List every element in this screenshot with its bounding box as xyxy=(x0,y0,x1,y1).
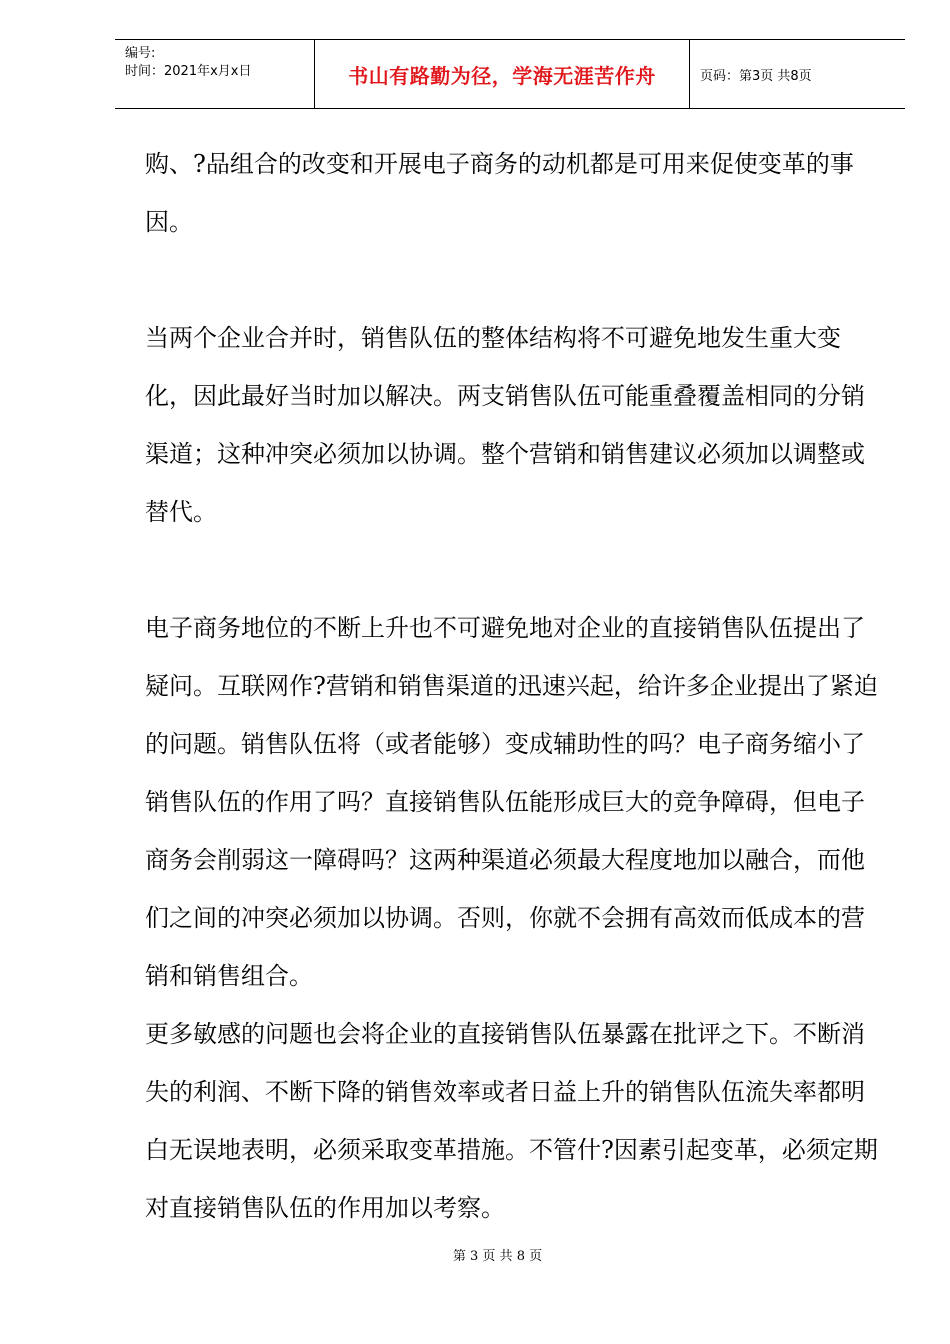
document-body xyxy=(145,135,880,1237)
paragraph-4: 更多敏感的问题也会将企业的直接销售队伍暴露在批评之下。不断消失的利润、不断下降的销售效率或者日益上升的销售队伍流失率都明白无误地表明，必须采取变革措施。不管什?因素引起变革，必须定期对直接销售队伍的作用加以考察。 xyxy=(145,1020,878,1222)
paragraph-2: 当两个企业合并时，销售队伍的整体结构将不可避免地发生重大变化，因此最好当时加以解决。两支销售队伍可能重叠覆盖相同的分销渠道；这种冲突必须加以协调。整个营销和销售建议必须加以调整或替代。 xyxy=(145,324,865,526)
header-page-label: 页码：第3页 共8页 xyxy=(700,68,812,84)
paragraph-1: 购、?品组合的改变和开展电子商务的动机都是可用来促使变革的事因。 xyxy=(145,150,854,236)
date-label: 时间：2021年x月x日 xyxy=(125,64,252,79)
paragraph-3: 电子商务地位的不断上升也不可避免地对企业的直接销售队伍提出了疑问。互联网作?营销和销售渠道的迅速兴起，给许多企业提出了紧迫的问题。销售队伍将（或者能够）变成辅助性的吗？电子商务缩小了销售队伍的作用了吗？直接销售队伍能形成巨大的竞争障碍，但电子商务会削弱这一障碍吗？这两种渠道必须最大程度地加以融合，而他们之间的冲突必须加以协调。否则，你就不会拥有高效而低成本的营销和销售组合。 xyxy=(145,614,878,990)
header-meta xyxy=(115,40,315,108)
page-footer: 第 3 页 共 8 页 xyxy=(452,1249,543,1264)
serial-label: 编号: xyxy=(125,46,156,61)
paragraph-spacer xyxy=(145,541,880,599)
page-header xyxy=(115,39,905,109)
header-motto: 书山有路勤为径，学海无涯苦作舟 xyxy=(315,40,690,108)
paragraph-spacer xyxy=(145,251,880,309)
